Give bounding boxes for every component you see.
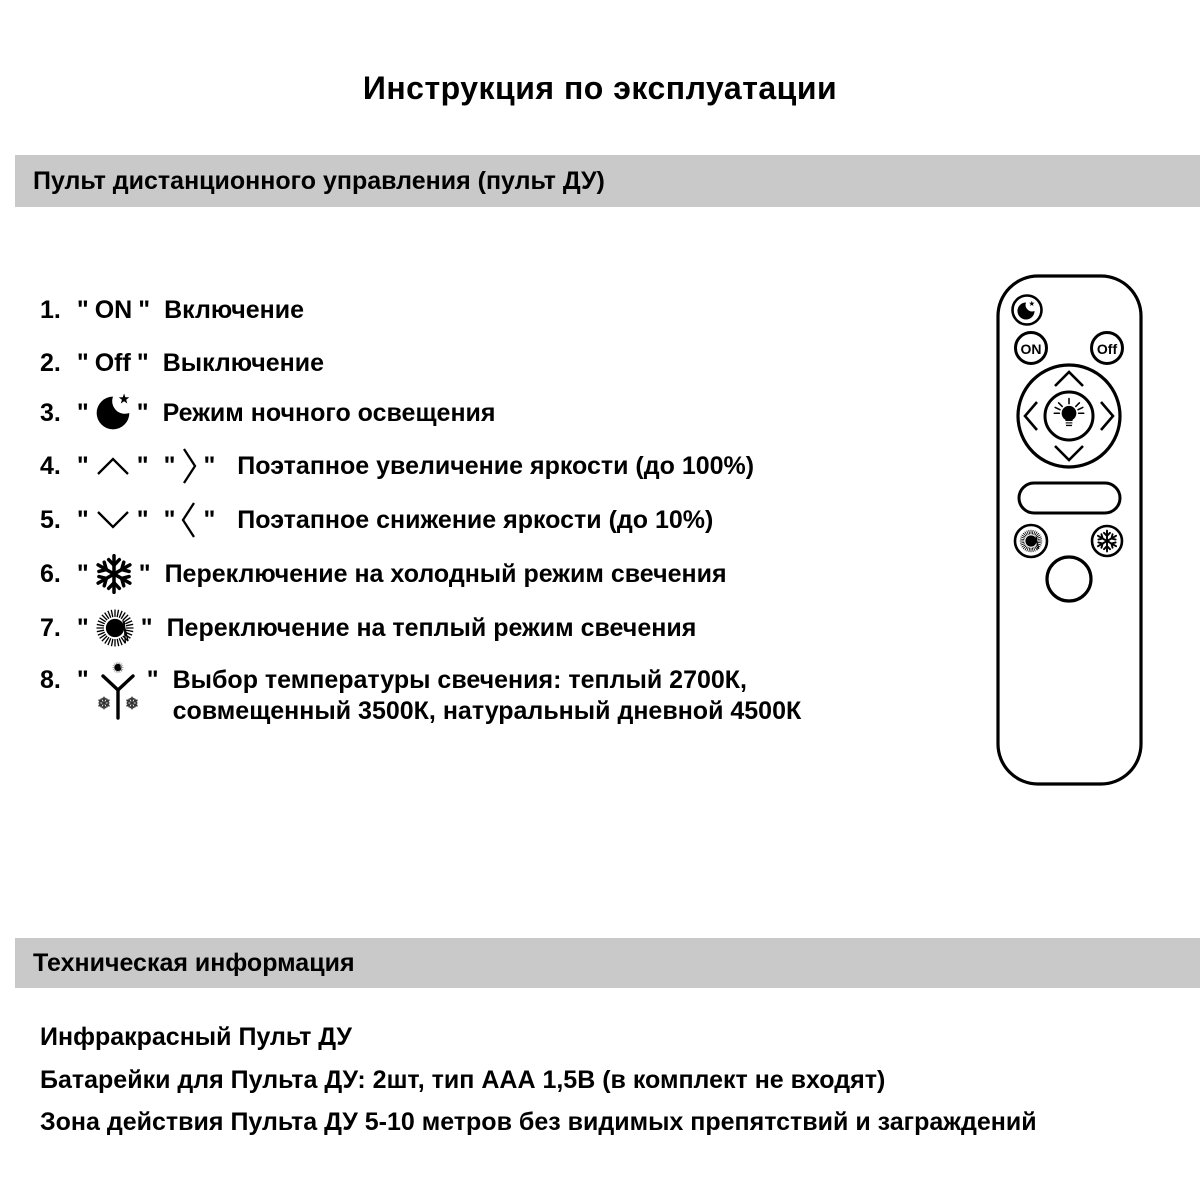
item-label: Поэтапное увеличение яркости (до 100%) (237, 451, 755, 480)
tech-line-1: Инфракрасный Пульт ДУ (40, 1023, 352, 1051)
list-item-5 (40, 498, 713, 542)
list-item-8 (40, 664, 802, 725)
list-item-6 (40, 552, 727, 596)
quote-mark: " (138, 295, 151, 324)
item-number: 5. (40, 505, 61, 534)
quote-mark: " (76, 398, 89, 427)
color-temp-select-icon (94, 660, 142, 724)
quote-mark: " (138, 559, 151, 588)
on-button-label: ON (1020, 341, 1042, 357)
item-label: Переключение на теплый режим свечения (166, 613, 697, 642)
remote-control-illustration (995, 273, 1144, 787)
quote-mark: " (76, 348, 89, 377)
tech-line-2: Батарейки для Пульта ДУ: 2шт, тип ААА 1,5В (в комплект не входят) (40, 1066, 886, 1094)
item-label (173, 664, 802, 726)
item-number: 7. (40, 613, 61, 642)
quote-mark: " (146, 666, 159, 694)
button-name-off: Off (94, 348, 131, 377)
quote-mark: " (140, 613, 153, 642)
item-label-line1: Выбор температуры свечения: теплый 2700К, (172, 666, 747, 694)
item-label: Выключение (162, 348, 324, 377)
quote-mark: " (136, 451, 149, 480)
item-number: 1. (40, 295, 61, 324)
item-number: 2. (40, 348, 61, 377)
quote-mark: " (203, 505, 216, 534)
section-header-tech-label: Техническая информация (33, 948, 355, 977)
quote-mark: " (76, 451, 89, 480)
item-label: Поэтапное снижение яркости (до 10%) (237, 505, 714, 534)
item-number: 4. (40, 451, 61, 480)
quote-mark: " (136, 348, 149, 377)
angle-right-icon (180, 445, 198, 487)
list-item-4 (40, 444, 754, 488)
quote-mark: " (136, 398, 149, 427)
list-item-2 (40, 341, 324, 385)
angle-left-icon (180, 499, 198, 541)
section-header-remote (15, 155, 1200, 207)
item-label-line2: совмещенный 3500К, натуральный дневной 4500К (172, 697, 802, 725)
quote-mark: " (136, 505, 149, 534)
moon-star-icon (94, 393, 132, 433)
chevron-up-icon (94, 454, 132, 478)
quote-mark: " (163, 505, 176, 534)
quote-mark: " (163, 451, 176, 480)
button-name-on: ON (94, 295, 133, 324)
list-item-3 (40, 391, 496, 435)
item-label: Переключение на холодный режим свечения (164, 559, 727, 588)
quote-mark: " (76, 666, 89, 694)
chevron-down-icon (94, 508, 132, 532)
item-number: 3. (40, 398, 61, 427)
quote-mark: " (76, 295, 89, 324)
quote-mark: " (203, 451, 216, 480)
quote-mark: " (76, 505, 89, 534)
list-item-7 (40, 606, 696, 650)
tech-line-3: Зона действия Пульта ДУ 5-10 метров без видимых препятствий и заграждений (40, 1108, 1037, 1136)
off-button-label: Off (1096, 341, 1118, 357)
quote-mark: " (76, 613, 89, 642)
section-header-remote-label: Пульт дистанционного управления (пульт ДУ) (33, 166, 605, 195)
item-label: Включение (164, 295, 305, 324)
section-header-tech (15, 938, 1200, 988)
list-item-1 (40, 288, 304, 332)
warm-sun-icon (94, 607, 136, 649)
item-number: 6. (40, 559, 61, 588)
quote-mark: " (76, 559, 89, 588)
item-label: Режим ночного освещения (162, 398, 496, 427)
warm-mode-button (1015, 525, 1047, 557)
snowflake-icon (94, 554, 134, 594)
page-title: Инструкция по эксплуатации (362, 70, 838, 106)
item-number: 8. (40, 666, 61, 694)
